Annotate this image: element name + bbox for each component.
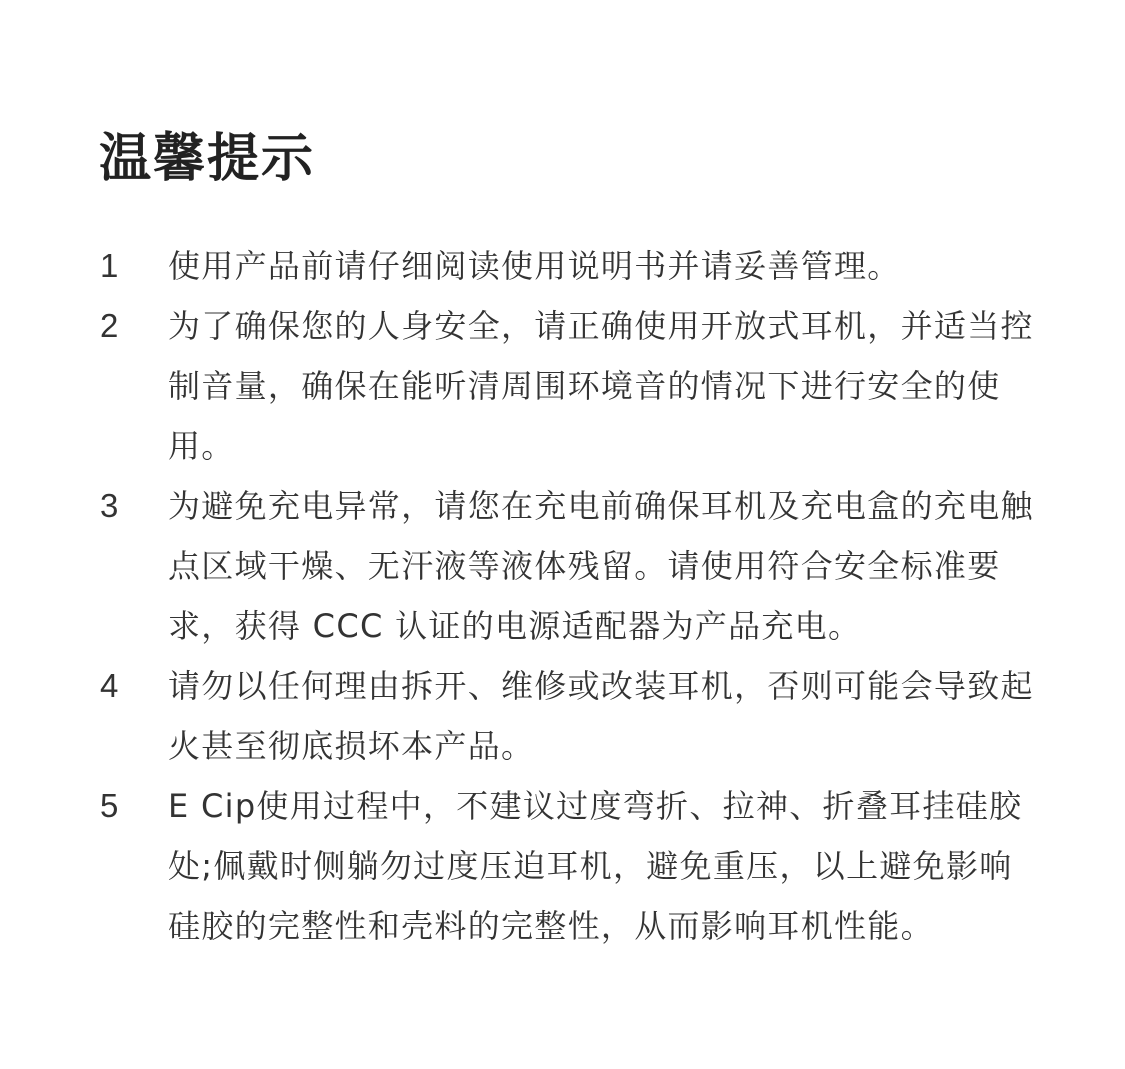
tips-list — [100, 236, 1040, 956]
tip-number: 1 — [100, 247, 119, 284]
tip-text: 请勿以任何理由拆开、维修或改装耳机，否则可能会导致起火甚至彻底损坏本产品。 — [168, 667, 1034, 765]
tip-number: 2 — [100, 307, 119, 344]
tip-text: 为了确保您的人身安全，请正确使用开放式耳机，并适当控制音量，确保在能听清周围环境音的情况下进行安全的使用。 — [168, 307, 1034, 465]
tip-text: E Cip使用过程中，不建议过度弯折、拉神、折叠耳挂硅胶处;佩戴时侧躺勿过度压迫耳机，避免重压，以上避免影响硅胶的完整性和壳料的完整性，从而影响耳机性能。 — [168, 787, 1023, 945]
tip-text: 为避免充电异常，请您在充电前确保耳机及充电盒的充电触点区域干燥、无汗液等液体残留。请使用符合安全标准要求，获得 CCC 认证的电源适配器为产品充电。 — [168, 487, 1034, 645]
list-item — [100, 236, 1040, 296]
list-item — [100, 476, 1040, 656]
page-title: 温馨提示 — [99, 129, 316, 189]
tip-number: 4 — [100, 667, 119, 704]
tip-number: 3 — [100, 487, 119, 524]
list-item — [100, 296, 1040, 476]
tip-number: 5 — [100, 787, 119, 824]
list-item — [100, 776, 1040, 956]
tip-text: 使用产品前请仔细阅读使用说明书并请妥善管理。 — [168, 247, 901, 285]
list-item — [100, 656, 1040, 776]
